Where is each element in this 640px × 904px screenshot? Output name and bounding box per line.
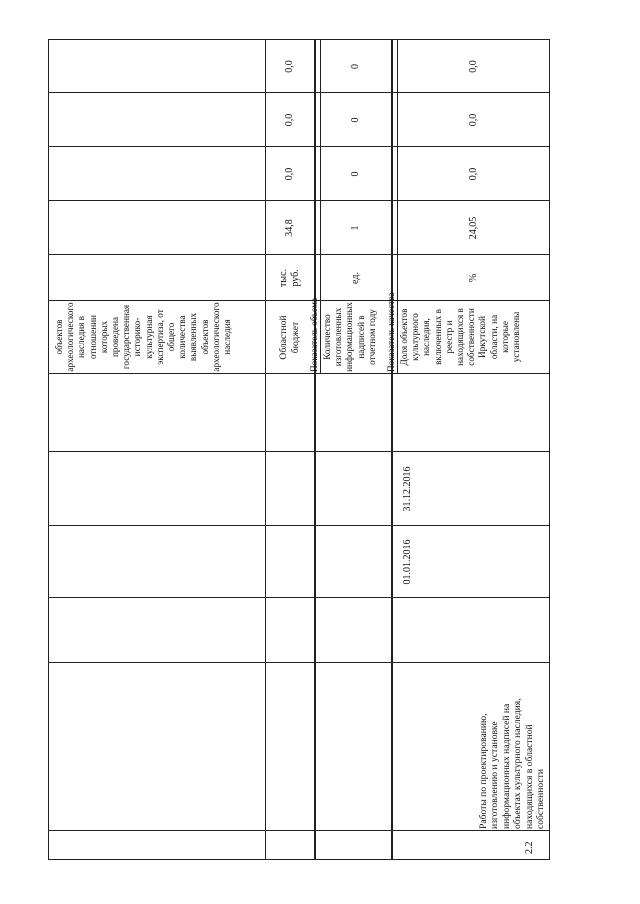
text-line: отчетном году <box>366 309 377 365</box>
text-line: наследия, <box>421 318 432 356</box>
budget-unit: тыс. руб. <box>278 268 301 288</box>
quality-unit: % <box>467 273 479 283</box>
text-line: отношении <box>87 315 98 359</box>
text-line: собственности <box>535 768 547 829</box>
budget-value: 34,8 <box>284 219 295 237</box>
date-start: 01.01.2016 <box>402 539 413 585</box>
text-line: реестр и <box>443 320 454 354</box>
text-line: области, на <box>488 314 499 360</box>
text-line: находящихся в областной <box>523 724 535 829</box>
text-line: наследия в <box>76 315 87 359</box>
date-end: 31.12.2016 <box>402 466 413 512</box>
text-line: надписей в <box>355 315 366 359</box>
text-line: количества <box>177 315 188 359</box>
text-line: историко- <box>132 317 143 357</box>
quality-label: Показатель качества <box>386 292 396 372</box>
text-line: объектов <box>54 319 64 355</box>
budget-value: 0,0 <box>284 113 295 127</box>
volume-value: 0 <box>350 171 361 177</box>
item-title <box>478 663 546 829</box>
quality-value: 0,0 <box>467 167 479 181</box>
text-line: общего <box>166 322 177 352</box>
quality-value: 24,05 <box>467 216 479 240</box>
text-line: находящихся в <box>455 308 466 366</box>
budget-value: 0,0 <box>284 60 295 73</box>
text-line: изготовлению и установке <box>489 721 501 829</box>
quality-value: 0,0 <box>467 60 479 73</box>
volume-value: 0 <box>350 117 361 123</box>
rotated-table <box>48 40 550 860</box>
text-line: археологического <box>65 302 76 372</box>
text-line: проведена <box>110 316 121 358</box>
quality-description <box>399 302 522 372</box>
text-line: культурного <box>410 313 421 361</box>
text-line: объектов <box>199 319 210 355</box>
text-line: которых <box>98 320 109 354</box>
text-line: установлены <box>511 311 522 363</box>
header-description <box>54 302 233 372</box>
text-line: Иркутской <box>477 316 488 358</box>
text-line: археологического <box>210 302 221 372</box>
budget-source: Областной бюджет <box>278 315 301 360</box>
text-line: Работы по проектированию, <box>478 713 489 829</box>
text-line: экспертиза, от <box>154 309 165 365</box>
item-number: 2.2 <box>524 841 535 854</box>
text-line: изготовленных <box>333 307 344 367</box>
text-line: выявленных <box>188 312 199 362</box>
volume-value: 1 <box>350 225 361 231</box>
text-line: Количество <box>322 314 332 360</box>
volume-description <box>322 302 378 372</box>
text-line: культурная <box>143 315 154 359</box>
budget-value: 0,0 <box>284 167 295 181</box>
text-line: государственная <box>121 304 132 370</box>
text-line: которые <box>499 321 510 353</box>
text-line: Доля объектов <box>399 308 409 366</box>
volume-unit: ед. <box>350 272 361 284</box>
text-line: включенных в <box>432 309 443 365</box>
volume-value: 0 <box>350 64 361 69</box>
text-line: наследия <box>222 319 233 355</box>
text-line: объектах культурного наследия, <box>512 698 524 829</box>
volume-label: Показатель объема <box>309 298 319 372</box>
text-line: информационных надписей на <box>500 703 512 829</box>
text-line: информационных <box>344 302 355 372</box>
text-line: собственности <box>466 308 477 366</box>
quality-value: 0,0 <box>467 113 479 127</box>
